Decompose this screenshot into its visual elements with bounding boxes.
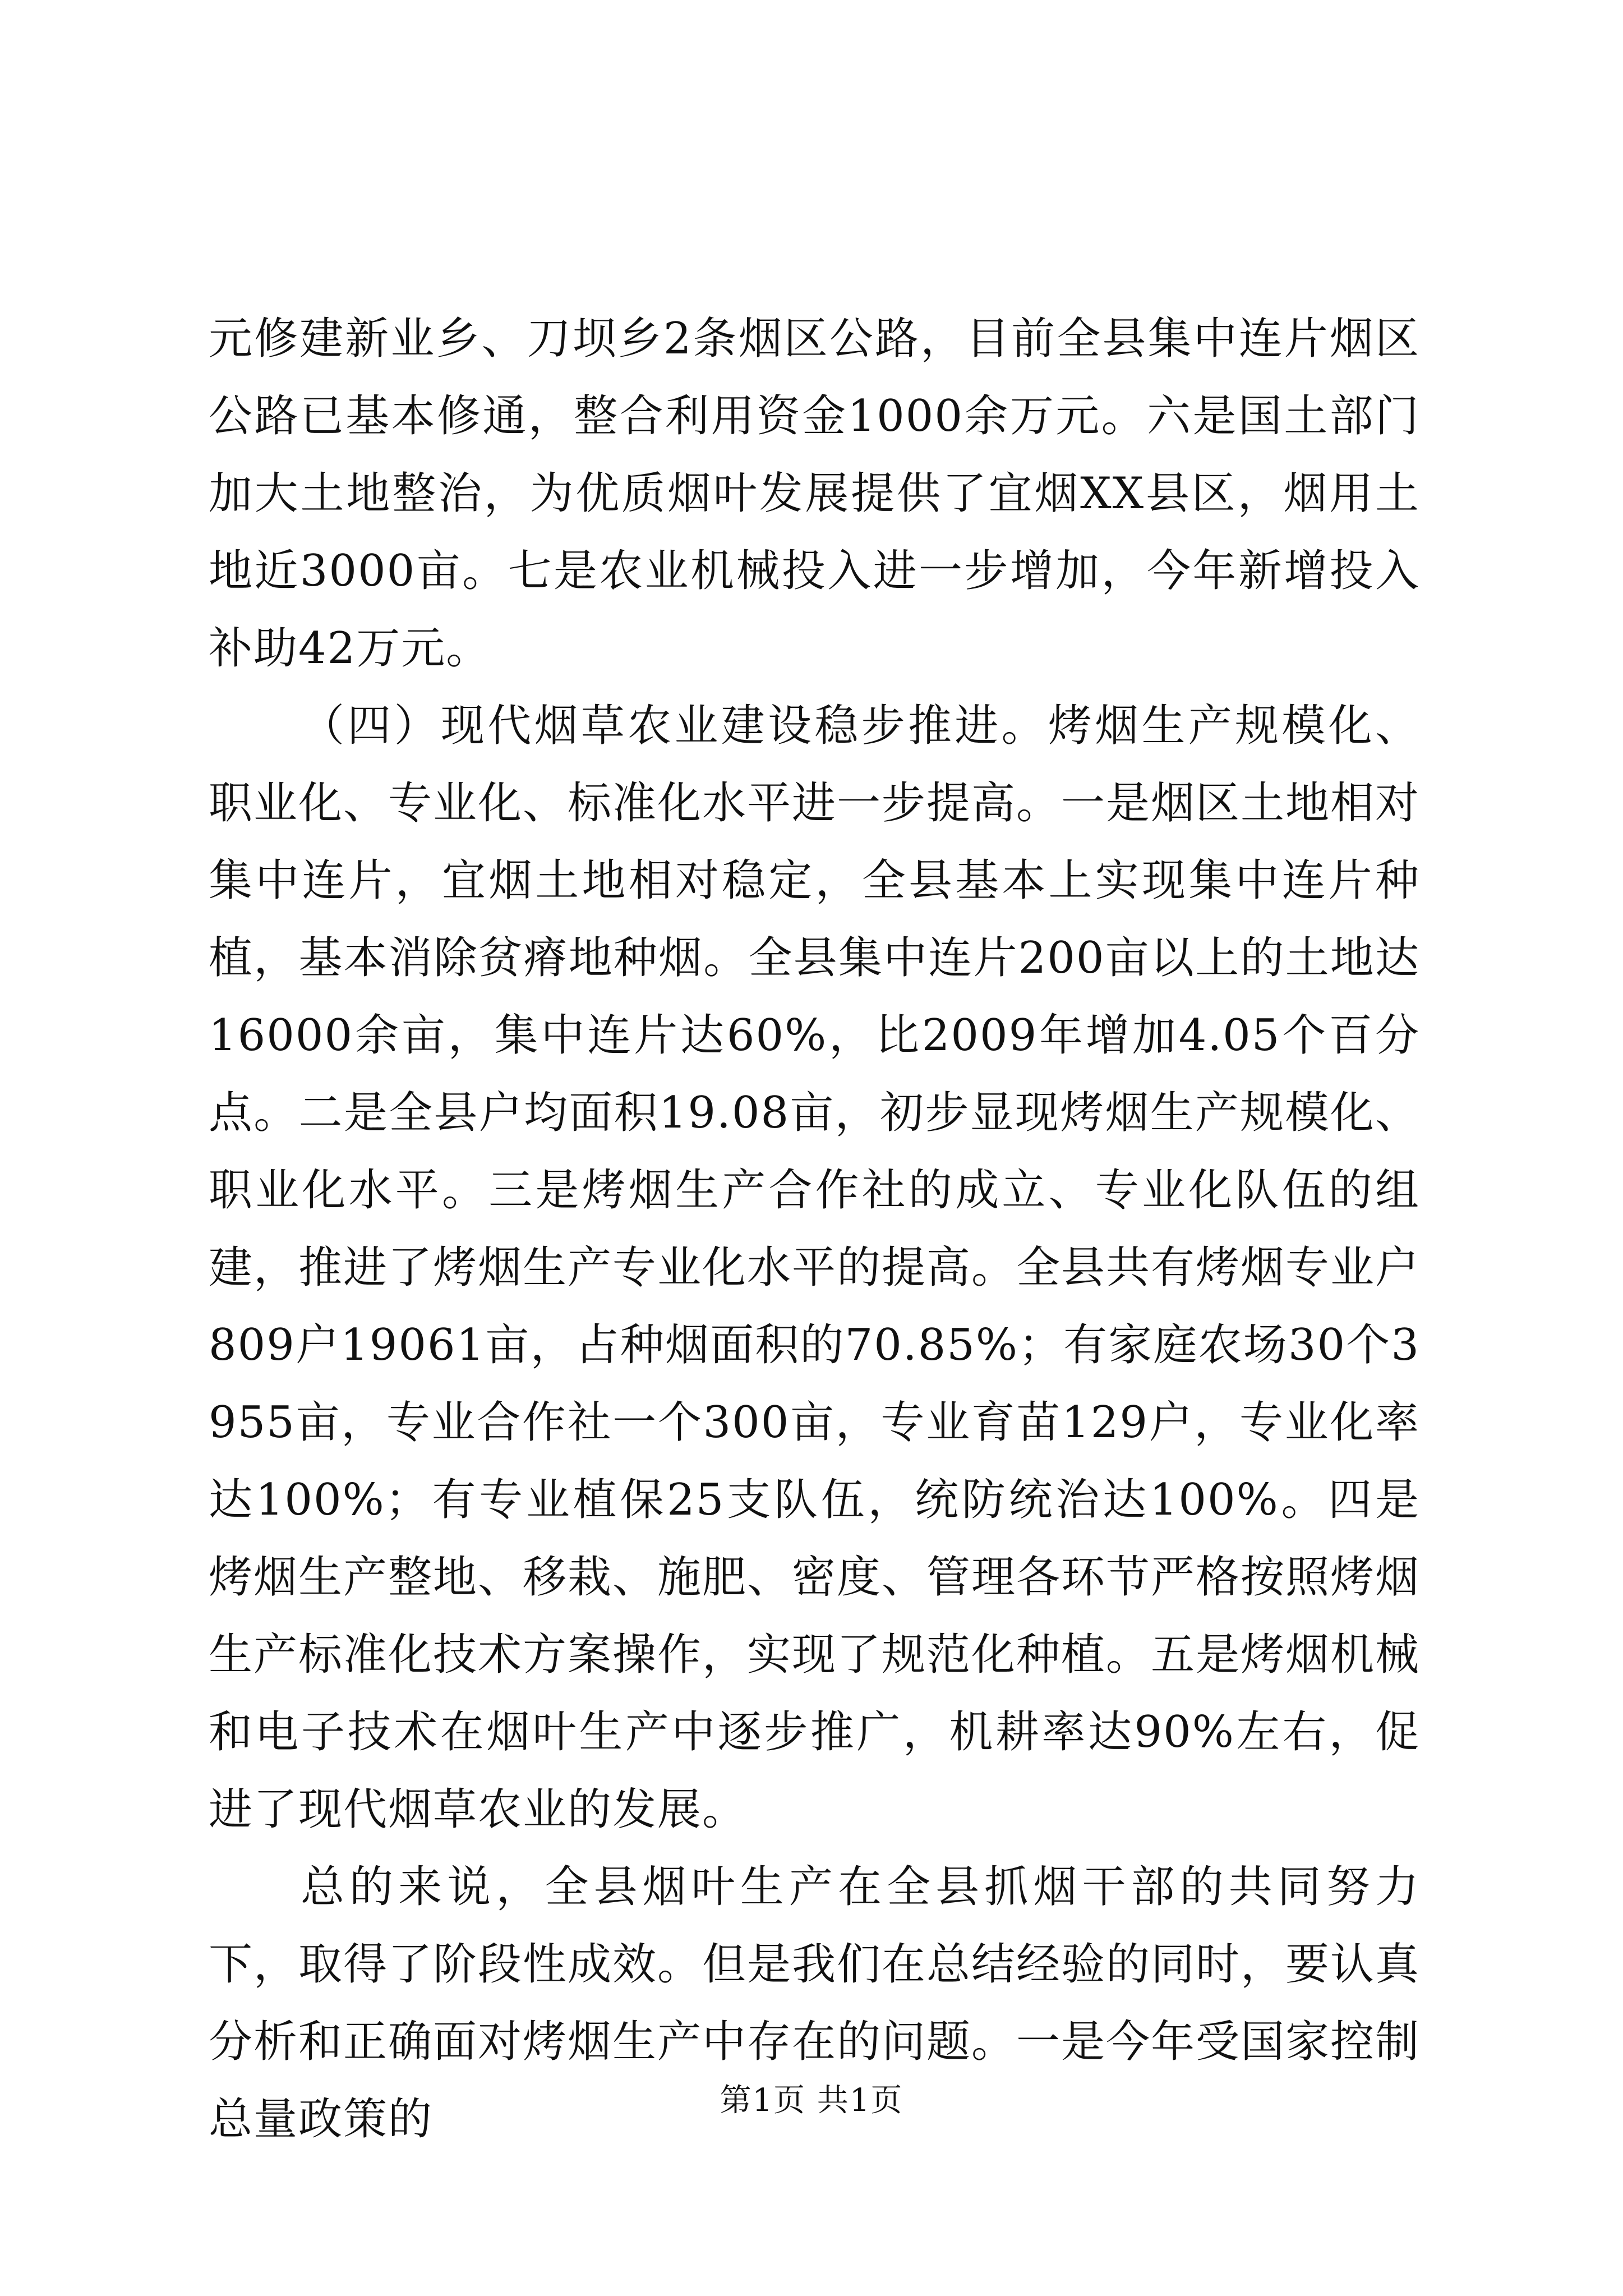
- page-footer: 第1页 共1页: [720, 2082, 903, 2119]
- paragraph-continuation: 元修建新业乡、刀坝乡2条烟区公路，目前全县集中连片烟区公路已基本修通，整合利用资金1000余万元。六是国土部门加大土地整治，为优质烟叶发展提供了宜烟XX县区，烟用土地近3000亩。七是农业机械投入进一步增加，今年新增投入补助42万元。: [209, 314, 1420, 674]
- document-body: [209, 300, 1420, 2158]
- paragraph-section-four: （四）现代烟草农业建设稳步推进。烤烟生产规模化、职业化、专业化、标准化水平进一步提高。一是烟区土地相对集中连片，宜烟土地相对稳定，全县基本上实现集中连片种植，基本消除贫瘠地种烟。全县集中连片200亩以上的土地达16000余亩，集中连片达60%，比2009年增加4.05个百分点。二是全县户均面积19.08亩，初步显现烤烟生产规模化、职业化水平。三是烤烟生产合作社的成立、专业化队伍的组建，推进了烤烟生产专业化水平的提高。全县共有烤烟专业户809户19061亩，占种烟面积的70.85%；有家庭农场30个3955亩，专业合作社一个300亩，专业育苗129户，专业化率达100%；有专业植保25支队伍，统防统治达100%。四是烤烟生产整地、移栽、施肥、密度、管理各环节严格按照烤烟生产标准化技术方案操作，实现了规范化种植。五是烤烟机械和电子技术在烟叶生产中逐步推广，机耕率达90%左右，促进了现代烟草农业的发展。: [209, 701, 1421, 1835]
- paragraph-summary: 总的来说，全县烟叶生产在全县抓烟干部的共同努力下，取得了阶段性成效。但是我们在总结经验的同时，要认真分析和正确面对烤烟生产中存在的问题。一是今年受国家控制总量政策的: [209, 1862, 1421, 2145]
